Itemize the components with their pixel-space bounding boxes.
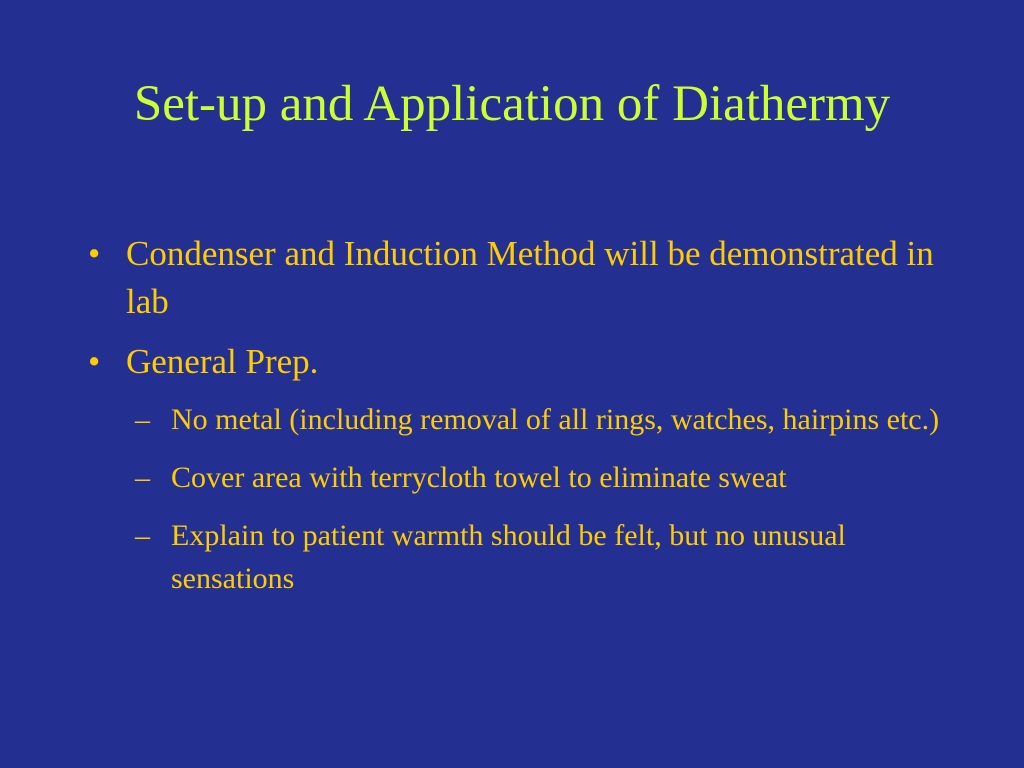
slide-title: Set-up and Application of Diathermy [133, 76, 891, 132]
bullet-item-condenser-induction [88, 230, 964, 326]
subbullet-item-no-metal [135, 398, 964, 441]
bullet-text: Condenser and Induction Method will be demonstrated in lab [126, 234, 934, 321]
slide-body [0, 230, 1024, 615]
subbullet-item-cover-area [135, 456, 964, 499]
bullet-text: General Prep. [126, 342, 319, 381]
subbullet-text: Explain to patient warmth should be felt, but no unusual sensations [171, 519, 846, 595]
subbullet-marker: – [135, 461, 150, 494]
bullet-marker: • [88, 234, 101, 273]
subbullet-marker: – [135, 519, 150, 552]
bullet-marker: • [88, 342, 101, 381]
subbullet-item-explain-warmth [135, 514, 964, 600]
bullet-item-general-prep [88, 338, 964, 386]
subbullet-marker: – [135, 403, 150, 436]
subbullet-text: Cover area with terrycloth towel to eliminate sweat [171, 461, 787, 494]
subbullet-text: No metal (including removal of all rings, watches, hairpins etc.) [171, 403, 940, 436]
